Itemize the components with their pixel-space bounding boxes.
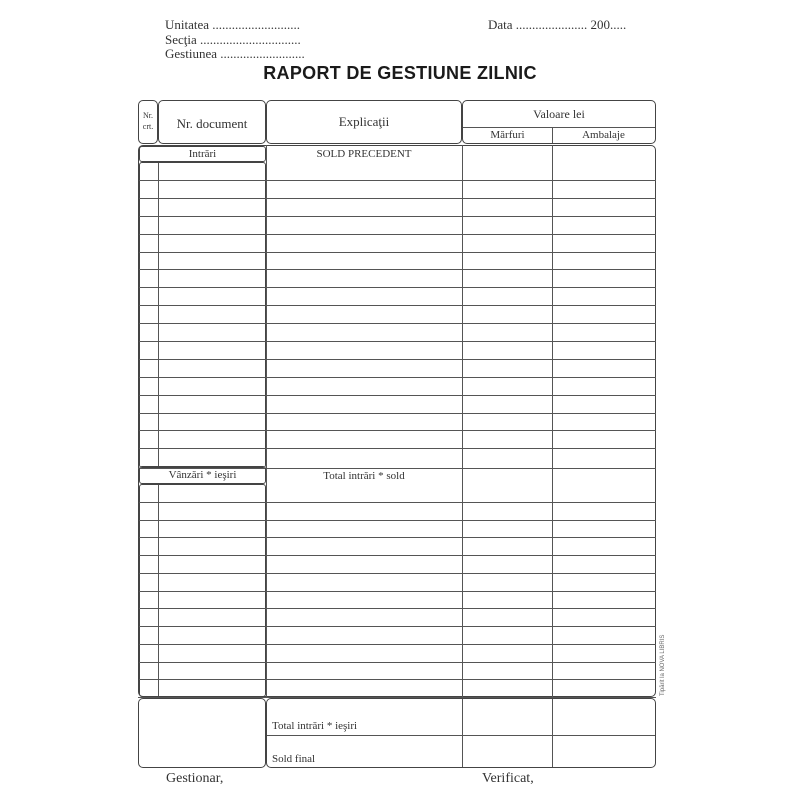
- intrari-label: Intrări: [188, 148, 217, 160]
- date-line: Data ...................... 200.....: [488, 17, 627, 32]
- intrari-row-line: [139, 252, 656, 253]
- intrari-row-line: [139, 359, 656, 360]
- valoare-divider: [463, 127, 655, 128]
- explicatii-label: Explicaţii: [338, 114, 390, 129]
- sold-precedent-label: SOLD PRECEDENT: [316, 148, 412, 160]
- sold-final-label: Sold final: [272, 753, 316, 765]
- intrari-row-line: [139, 413, 656, 414]
- header-explicatii: [266, 100, 462, 144]
- section-line: Secţia ...............................: [165, 32, 301, 47]
- vanzari-row-line: [139, 502, 656, 503]
- header-nr-document: [158, 100, 266, 144]
- summary-mid-line: [267, 735, 655, 736]
- unit-line: Unitatea ...........................: [165, 17, 301, 32]
- intrari-row-line: [139, 341, 656, 342]
- total-intrari-sold-label: Total intrări * sold: [323, 470, 405, 482]
- vanzari-section-box: [139, 466, 266, 484]
- summary-divider-expl: [462, 699, 463, 767]
- intrari-row-line: [139, 287, 656, 288]
- summary-box: [266, 698, 656, 768]
- intrari-row-line: [139, 448, 656, 449]
- header-valoare-lei: [462, 100, 656, 144]
- header-nr-crt: [138, 100, 158, 144]
- vanzari-row-line: [139, 662, 656, 663]
- summary-left-box: [138, 698, 266, 768]
- intrari-row-line: [139, 377, 656, 378]
- nr-document-label: Nr. document: [176, 116, 248, 131]
- intrari-section-box: [139, 146, 266, 162]
- col-divider-doc: [266, 145, 267, 697]
- intrari-row-line: [139, 395, 656, 396]
- marfuri-label: Mărfuri: [490, 129, 525, 141]
- intrari-row-line: [139, 430, 656, 431]
- intrari-row-line: [139, 234, 656, 235]
- vanzari-row-line: [139, 573, 656, 574]
- col-divider-expl: [462, 145, 463, 697]
- store-line: Gestiunea ..........................: [165, 46, 305, 61]
- ambalaje-label: Ambalaje: [582, 129, 625, 141]
- intrari-rows-box: [139, 162, 266, 468]
- vanzari-row-line: [139, 591, 656, 592]
- intrari-row-line: [139, 323, 656, 324]
- intrari-row-line: [139, 269, 656, 270]
- intrari-row-line: [139, 198, 656, 199]
- gestionar-signature: Gestionar,: [166, 771, 224, 786]
- vanzari-row-line: [139, 679, 656, 680]
- nr-crt-top-label: Nr.: [143, 111, 153, 120]
- intrari-row-line: [139, 216, 656, 217]
- nr-crt-bottom-label: crt.: [142, 122, 154, 131]
- col-divider-marfuri: [552, 145, 553, 697]
- vanzari-row-line: [139, 644, 656, 645]
- valoare-lei-label: Valoare lei: [533, 107, 585, 121]
- vanzari-row-line: [139, 626, 656, 627]
- intrari-row-line: [139, 305, 656, 306]
- intrari-row-line: [139, 180, 656, 181]
- summary-divider-marfuri: [552, 699, 553, 767]
- printer-note: Tipărit la NOVA LIBRIS: [660, 634, 666, 696]
- vanzari-row-line: [139, 537, 656, 538]
- vanzari-row-line: [139, 555, 656, 556]
- vanzari-iesiri-label: Vânzări * ieşiri: [168, 469, 237, 481]
- total-intrari-iesiri-label: Total intrări * ieşiri: [272, 720, 358, 732]
- verificat-signature: Verificat,: [482, 771, 534, 786]
- vanzari-row-line: [139, 520, 656, 521]
- page-title: RAPORT DE GESTIUNE ZILNIC: [263, 63, 537, 83]
- vanzari-row-line: [139, 608, 656, 609]
